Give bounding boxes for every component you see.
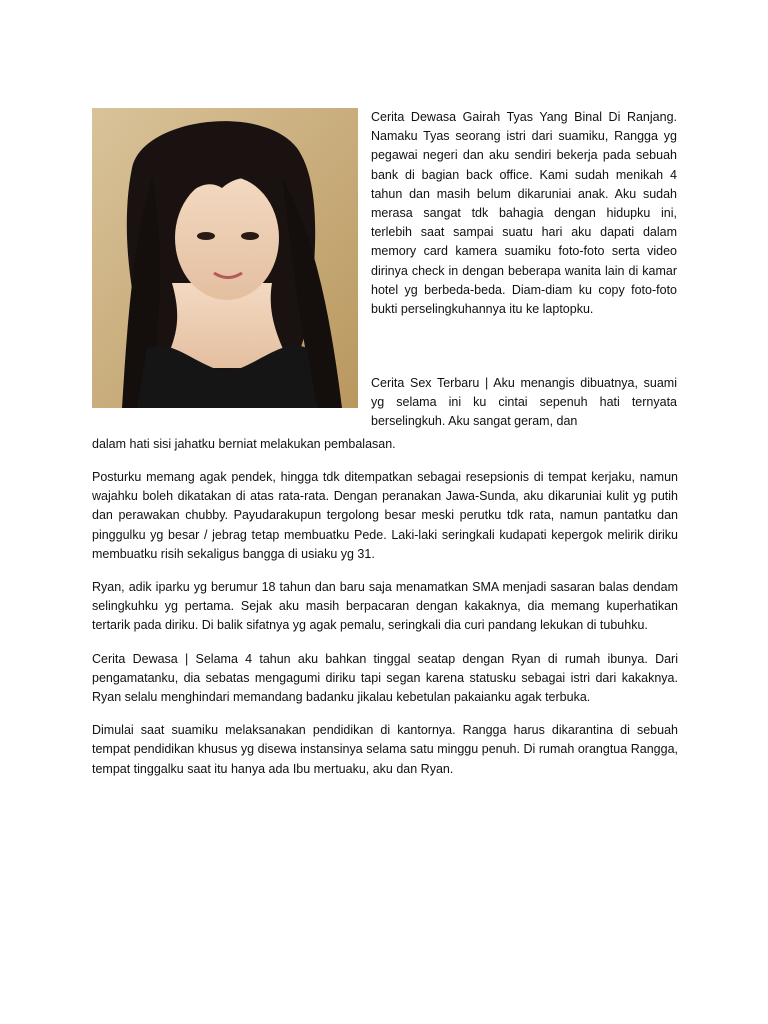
- intro-paragraph-second-continuation: dalam hati sisi jahatku berniat melakukan pembalasan.: [92, 437, 396, 451]
- body-paragraph: Cerita Dewasa | Selama 4 tahun aku bahkan tinggal seatap dengan Ryan di rumah ibunya. Dari pengamatanku, dia sebatas mengagumi diriku tapi segan karena statusku sebagai istri dari kakaknya. Ryan selalu menghindari memandang badanku jikalau kebetulan pakaianku agak terbuka.: [92, 651, 678, 705]
- body-paragraph: Ryan, adik iparku yg berumur 18 tahun dan baru saja menamatkan SMA menjadi sasaran balas dendam selingkuhku yg pertama. Sejak aku masih berpacaran dengan kakaknya, dia memang kuperhatikan tertarik pada diriku. Di balik sifatnya yg agak pemalu, seringkali dia curi pandang lekukan di tubuhku.: [92, 580, 678, 633]
- portrait-photo: [92, 108, 358, 408]
- portrait-illustration: [92, 108, 358, 408]
- body-paragraph: Posturku memang agak pendek, hingga tdk ditempatkan sebagai resepsionis di tempat kerjaku, namun wajahku boleh dikatakan di atas rata-rata. Dengan peranakan Jawa-Sunda, aku dikaruniai kulit yg putih dan perawakan chubby. Payudarakupun tergolong besar meski perutku tdk rata, namun pantatku dan pinggulku yg besar / jebrag tetap membuatku Pede. Laki-laki seringkali kudapati kepergok melirik diriku membuatku risih sekaligus bangga di usiaku yg 31.: [92, 470, 678, 561]
- body-paragraph: Dimulai saat suamiku melaksanakan pendidikan di kantornya. Rangga harus dikarantina di sebuah tempat pendidikan khusus yg disewa instansinya selama satu minggu penuh. Di rumah orangtua Rangga, tempat tinggalku saat itu hanya ada Ibu mertuaku, aku dan Ryan.: [92, 723, 678, 776]
- article-body: [92, 468, 678, 793]
- intro-paragraph: Cerita Dewasa Gairah Tyas Yang Binal Di Ranjang. Namaku Tyas seorang istri dari suamiku, Rangga yg pegawai negeri dan aku sendiri bekerja pada sebuah bank di bagian back office. Kami sudah menikah 4 tahun dan masih belum dikaruniai anak. Aku sudah merasa sangat tdk bahagia dengan hidupku ini, terlebih saat sampai suatu hari aku dapati dalam memory card kamera suamiku foto-foto serta video dirinya check in dengan beberapa wanita lain di kamar hotel yg berbeda-beda. Diam-diam ku copy foto-foto bukti perselingkuhannya itu ke laptopku.: [371, 110, 677, 317]
- intro-paragraph-second: Cerita Sex Terbaru | Aku menangis dibuatnya, suami yg selama ini ku cintai sepenuh hati ternyata berselingkuh. Aku sangat geram, dan: [371, 376, 677, 429]
